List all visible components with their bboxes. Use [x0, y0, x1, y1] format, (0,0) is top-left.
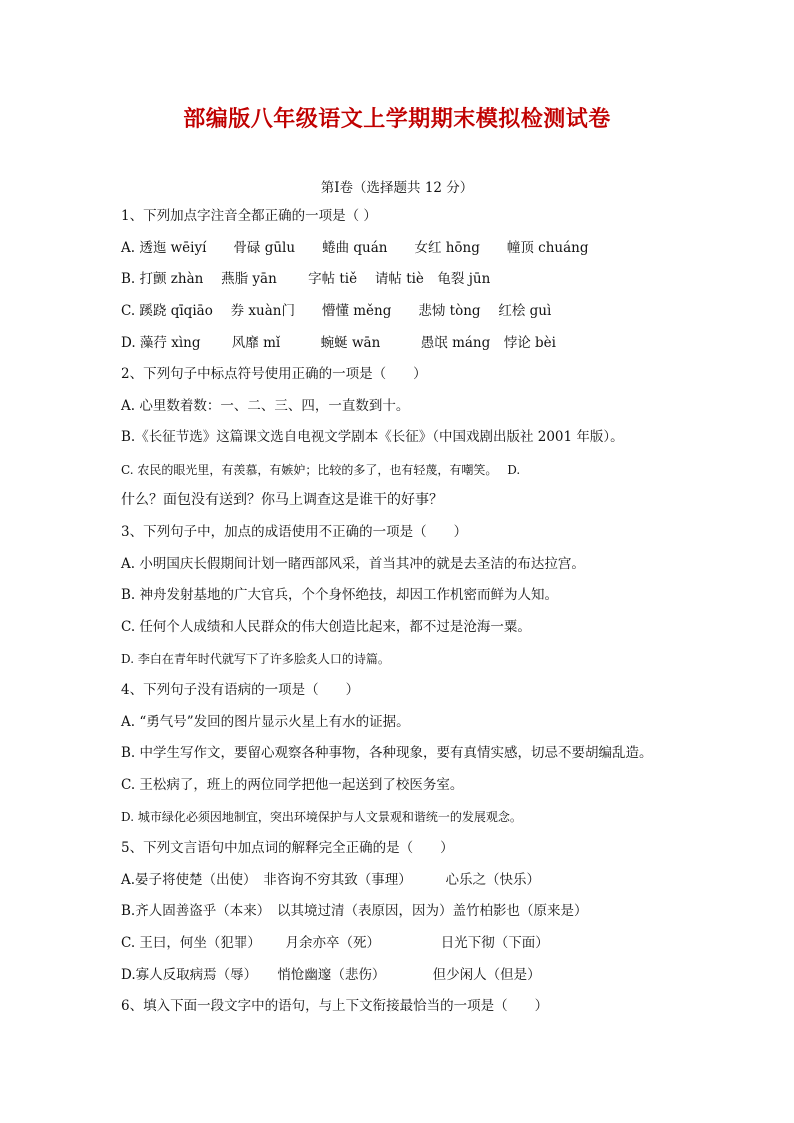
question-1-option-d: D. 藻荇 xìng 风靡 mǐ 蜿蜒 wān 愚氓 máng 悖论 bèi	[121, 335, 556, 351]
page-title: 部编版八年级语文上学期期末模拟检测试卷	[183, 106, 611, 132]
question-3-option-c: C. 任何个人成绩和人民群众的伟大创造比起来，都不过是沧海一粟。	[121, 619, 531, 635]
question-3-option-d: D. 李白在青年时代就写下了许多脍炙人口的诗篇。	[121, 652, 390, 666]
question-4-stem: 4、下列句子没有语病的一项是（ ）	[121, 682, 360, 698]
section-heading: 第Ⅰ卷（选择题共 12 分）	[320, 180, 474, 196]
question-1-stem: 1、下列加点字注音全都正确的一项是（ ）	[121, 208, 377, 224]
question-5-option-d: D.寡人反取病焉（辱） 悄怆幽邃（悲伤） 但少闲人（但是）	[121, 967, 541, 983]
question-3-option-b: B. 神舟发射基地的广大官兵，个个身怀绝技，却因工作机密而鲜为人知。	[121, 587, 559, 603]
question-3-stem: 3、下列句子中，加点的成语使用不正确的一项是（ ）	[121, 524, 468, 540]
question-4-option-b: B. 中学生写作文，要留心观察各种事物，各种现象，要有真情实感，切忌不要胡编乱造。	[121, 745, 653, 761]
question-2-option-d: 什么？面包没有送到？你马上调查这是谁干的好事？	[121, 492, 443, 508]
question-5-option-b: B.齐人固善盗乎（本来） 以其境过清（表原因，因为）盖竹柏影也（原来是）	[121, 903, 588, 919]
question-6-stem: 6、填入下面一段文字中的语句，与上下文衔接最恰当的一项是（ ）	[121, 998, 549, 1014]
question-4-option-a: A. “勇气号”发回的图片显示火星上有水的证据。	[121, 714, 410, 730]
question-3-option-a: A. 小明国庆长假期间计划一睹西部风采，首当其冲的就是去圣洁的布达拉宫。	[121, 556, 585, 572]
question-1-option-a: A. 透迤 wēiyí 骨碌 gūlu 蜷曲 quán 女红 hōng 幢顶 chuáng	[121, 240, 589, 256]
question-1-option-b: B. 打颤 zhàn 燕脂 yān 字帖 tiě 请帖 tiè 龟裂 jūn	[121, 271, 491, 287]
question-4-option-d: D. 城市绿化必须因地制宜，突出环境保护与人文景观和谐统一的发展观念。	[121, 810, 522, 824]
question-2-stem: 2、下列句子中标点符号使用正确的一项是（ ）	[121, 366, 427, 382]
question-5-option-a: A.晏子将使楚（出使） 非咨询不穷其致（事理） 心乐之（快乐）	[121, 872, 541, 888]
question-1-option-c: C. 蹊跷 qīqiāo 券 xuàn门 懵懂 měng 悲恸 tòng 红桧 guì	[121, 303, 552, 319]
question-5-stem: 5、下列文言语句中加点词的解释完全正确的是（ ）	[121, 840, 454, 856]
question-2-option-c: C. 农民的眼光里，有羡慕，有嫉妒；比较的多了，也有轻蔑，有嘲笑。 D.	[121, 463, 521, 477]
question-2-option-b: B.《长征节选》这篇课文选自电视文学剧本《长征》（中国戏剧出版社 2001 年版）。	[121, 429, 624, 445]
question-4-option-c: C. 王松病了，班上的两位同学把他一起送到了校医务室。	[121, 777, 464, 793]
question-2-option-a: A. 心里数着数：一、二、三、四，一直数到十。	[121, 398, 410, 414]
question-5-option-c: C. 王曰，何坐（犯罪） 月余亦卒（死） 日光下彻（下面）	[121, 935, 549, 951]
